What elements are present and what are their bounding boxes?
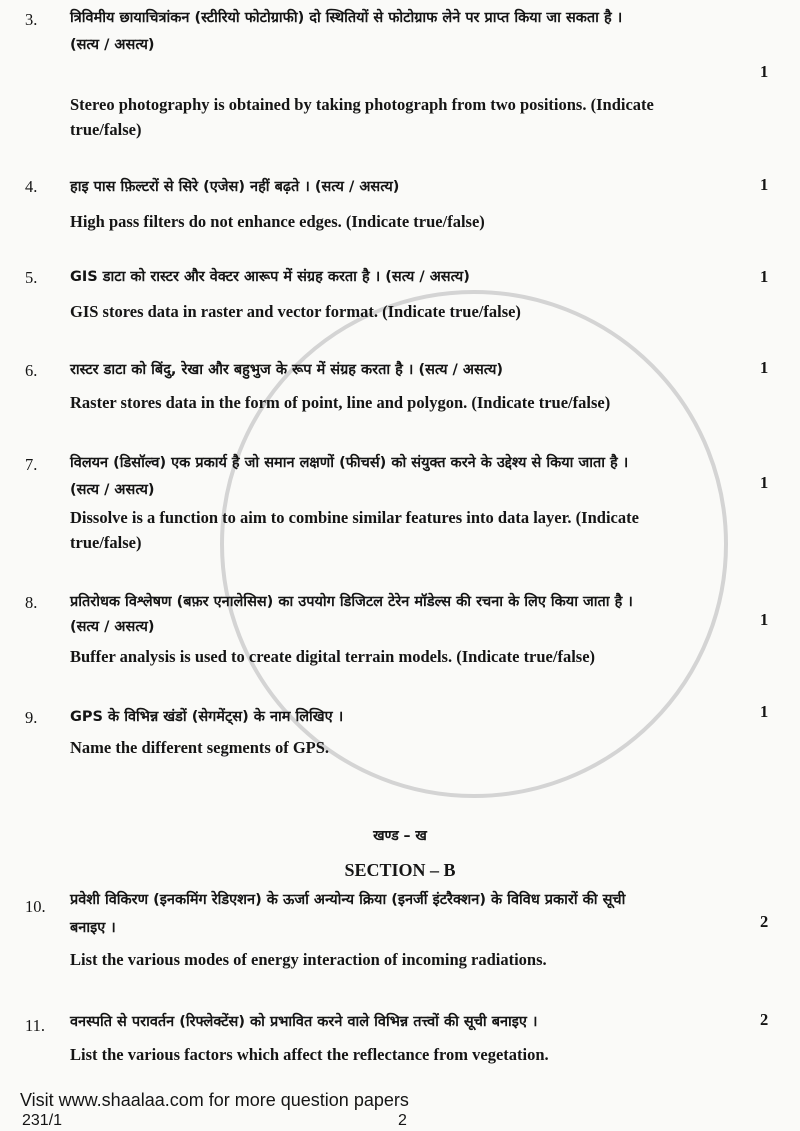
question-number: 3. xyxy=(25,10,38,29)
question-marks: 1 xyxy=(760,702,769,721)
question-text-hindi: प्रतिरोधक विश्लेषण (बफ़र एनालेसिस) का उपयोग डिजिटल टेरेन मॉडेल्स की रचना के लिए किया जाता है । xyxy=(70,594,633,610)
paper-code: 231/1 xyxy=(22,1112,63,1129)
question-text-english: Stereo photography is obtained by taking photograph from two positions. (Indicate xyxy=(70,95,654,114)
question-text-english: true/false) xyxy=(70,533,142,552)
question-text-hindi: त्रिविमीय छायाचित्रांकन (स्टीरियो फोटोग्राफी) दो स्थितियों से फोटोग्राफ लेने पर प्राप्त किया जा सकता है । xyxy=(70,10,623,26)
question-marks: 1 xyxy=(760,175,769,194)
question-marks: 1 xyxy=(760,473,769,492)
section-title-hindi: खण्ड – ख xyxy=(373,828,427,844)
question-text-english: Buffer analysis is used to create digital terrain models. (Indicate true/false) xyxy=(70,647,596,666)
question-number: 9. xyxy=(25,708,38,727)
question-text-hindi: रास्टर डाटा को बिंदु, रेखा और बहुभुज के रूप में संग्रह करता है । (सत्य / असत्य) xyxy=(70,362,504,378)
question-marks: 1 xyxy=(760,358,769,377)
question-text-hindi: GIS डाटा को रास्टर और वेक्टर आरूप में संग्रह करता है । (सत्य / असत्य) xyxy=(70,269,470,285)
question-text-english: List the various modes of energy interaction of incoming radiations. xyxy=(70,950,547,969)
question-text-hindi: बनाइए । xyxy=(70,920,116,936)
question-marks: 1 xyxy=(760,610,769,629)
question-text-english: true/false) xyxy=(70,120,142,139)
question-text-english: Raster stores data in the form of point, line and polygon. (Indicate true/false) xyxy=(70,393,611,412)
question-text-hindi: (सत्य / असत्य) xyxy=(70,37,155,53)
question-text-english: Dissolve is a function to aim to combine similar features into data layer. (Indicate xyxy=(70,508,639,527)
question-number: 4. xyxy=(25,177,38,196)
question-text-hindi: (सत्य / असत्य) xyxy=(70,482,155,498)
footer-link[interactable]: Visit www.shaalaa.com for more question papers xyxy=(20,1090,409,1110)
question-text-hindi: प्रवेशी विकिरण (इनकमिंग रेडिएशन) के ऊर्जा अन्योन्य क्रिया (इनर्जी इंटरैक्शन) के विविध प्रकारों की सूची xyxy=(70,892,626,908)
question-text-hindi: वनस्पति से परावर्तन (रिफ्लेक्टेंस) को प्रभावित करने वाले विभिन्न तत्त्वों की सूची बनाइए । xyxy=(70,1014,538,1030)
question-number: 8. xyxy=(25,593,38,612)
question-marks: 2 xyxy=(760,912,769,931)
question-number: 5. xyxy=(25,268,38,287)
question-number: 6. xyxy=(25,361,38,380)
question-text-english: GIS stores data in raster and vector format. (Indicate true/false) xyxy=(70,302,521,321)
question-text-hindi: (सत्य / असत्य) xyxy=(70,619,155,635)
question-text-english: High pass filters do not enhance edges. (Indicate true/false) xyxy=(70,212,485,231)
page-number: 2 xyxy=(398,1112,407,1129)
question-text-hindi: विलयन (डिसॉल्व) एक प्रकार्य है जो समान लक्षणों (फीचर्स) को संयुक्त करने के उद्देश्य से किया जाता है । xyxy=(70,455,629,471)
section-title: SECTION – B xyxy=(344,860,456,880)
question-text-english: Name the different segments of GPS. xyxy=(70,738,330,757)
question-text-english: List the various factors which affect the reflectance from vegetation. xyxy=(70,1045,549,1064)
question-marks: 1 xyxy=(760,267,769,286)
question-text-hindi: GPS के विभिन्न खंडों (सेगमेंट्स) के नाम लिखिए । xyxy=(70,709,344,725)
question-marks: 1 xyxy=(760,62,769,81)
question-number: 7. xyxy=(25,455,38,474)
question-number: 11. xyxy=(25,1016,46,1035)
question-text-hindi: हाइ पास फ़िल्टरों से सिरे (एजेस) नहीं बढ़ते । (सत्य / असत्य) xyxy=(70,179,400,195)
question-marks: 2 xyxy=(760,1010,769,1029)
question-number: 10. xyxy=(25,897,46,916)
